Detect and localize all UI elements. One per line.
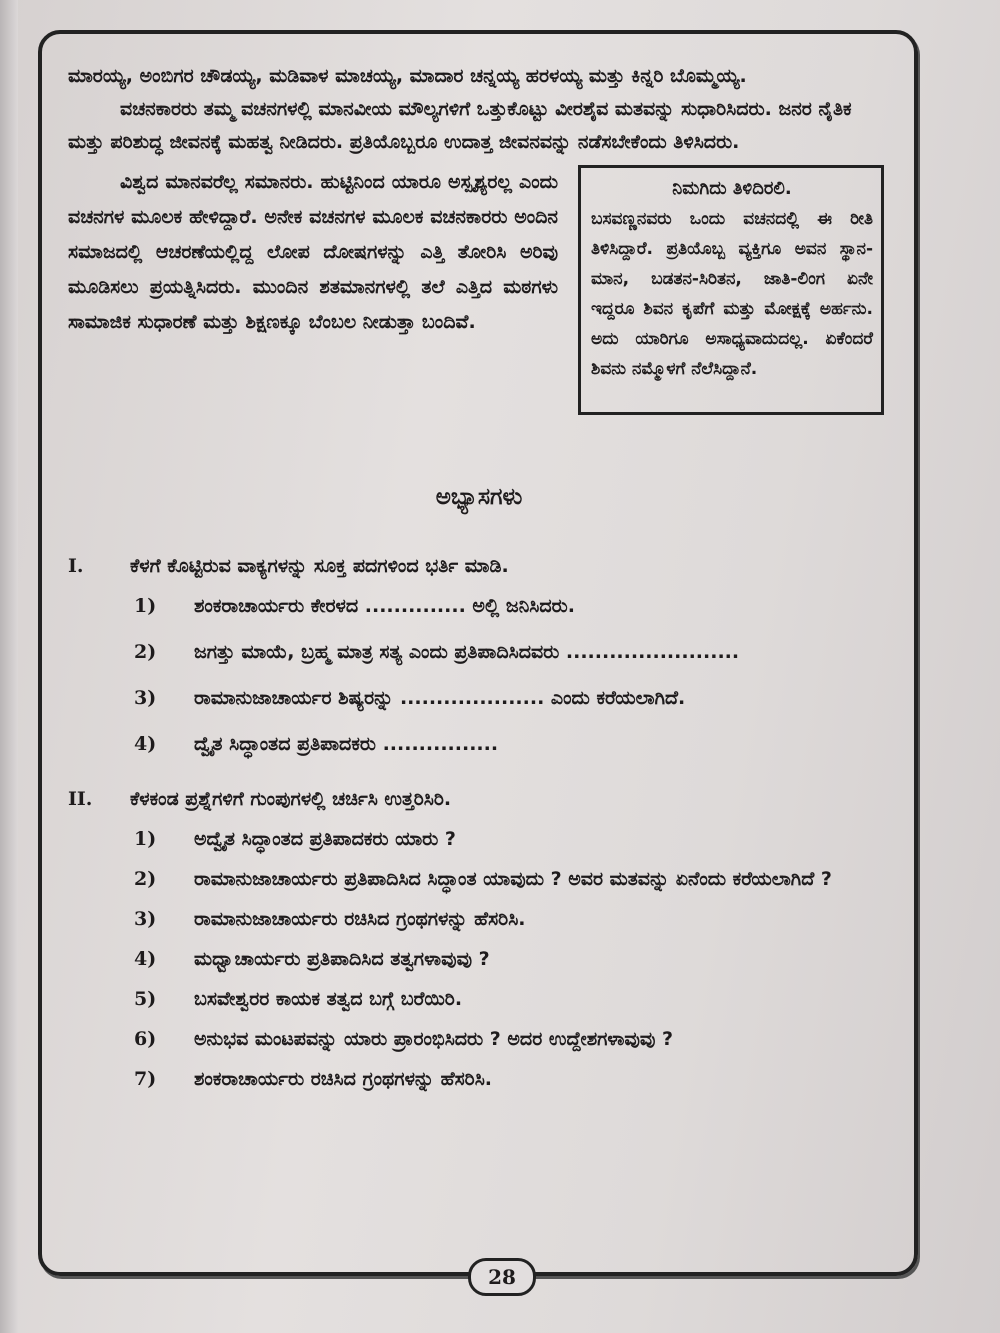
list-item [134,637,890,667]
item-text: ಅದ್ವೈತ ಸಿದ್ಧಾಂತದ ಪ್ರತಿಪಾದಕರು ಯಾರು ? [194,828,456,850]
section-2-number: II. [68,788,93,810]
item-text: ಬಸವೇಶ್ವರರ ಕಾಯಕ ತತ್ವದ ಬಗ್ಗೆ ಬರೆಯಿರಿ. [194,988,463,1010]
exercises-heading: ಅಭ್ಯಾಸಗಳು [435,484,523,510]
item-text: ಮಧ್ವಾಚಾರ್ಯರು ಪ್ರತಿಪಾದಿಸಿದ ತತ್ವಗಳಾವುವು ? [194,948,490,970]
paragraph-vachanakaras: ವಚನಕಾರರು ತಮ್ಮ ವಚನಗಳಲ್ಲಿ ಮಾನವೀಯ ಮೌಲ್ಯಗಳಿಗೆ ಒತ್ತುಕೊಟ್ಟು ವೀರಶೈವ ಮತವನ್ನು ಸುಧಾರಿಸಿದರು. ಜನರ ನೈತಿಕ ಮತ್ತು ಪರಿಶುದ್ಧ ಜೀವನಕ್ಕೆ ಮಹತ್ವ ನೀಡಿದರು. ಪ್ರತಿಯೊಬ್ಬರೂ ಉದಾತ್ತ ಜೀವನವನ್ನು ನಡೆಸಬೇಕೆಂದು ತಿಳಿಸಿದರು. [68,98,852,153]
info-box [578,165,884,415]
list-item [134,1064,890,1094]
item-text: ದ್ವೈತ ಸಿದ್ಧಾಂತದ ಪ್ರತಿಪಾದಕರು ................ [194,733,499,755]
section-2-list [134,824,890,1094]
page-number: 28 [468,1258,536,1296]
item-text: ಶಂಕರಾಚಾರ್ಯರು ರಚಿಸಿದ ಗ್ರಂಥಗಳನ್ನು ಹೆಸರಿಸಿ. [194,1068,493,1090]
item-number: 2) [134,868,157,890]
item-number: 7) [134,1068,157,1090]
item-number: 6) [134,1028,157,1050]
info-box-text: ಬಸವಣ್ಣನವರು ಒಂದು ವಚನದಲ್ಲಿ ಈ ರೀತಿ ತಿಳಿಸಿದ್ದಾರೆ. ಪ್ರತಿಯೊಬ್ಬ ವ್ಯಕ್ತಿಗೂ ಅವನ ಸ್ಥಾನ-ಮಾನ, ಬಡತನ-ಸಿರಿತನ, ಜಾತಿ-ಲಿಂಗ ಏನೇ ಇದ್ದರೂ ಶಿವನ ಕೃಪೆಗೆ ಮತ್ತು ಮೋಕ್ಷಕ್ಕೆ ಅರ್ಹನು. ಅದು ಯಾರಿಗೂ ಅಸಾಧ್ಯವಾದುದಲ್ಲ. ಏಕೆಂದರೆ ಶಿವನು ನಮ್ಮೊಳಗೆ ನೆಲೆಸಿದ್ದಾನೆ. [591,209,873,379]
item-text: ಜಗತ್ತು ಮಾಯೆ, ಬ್ರಹ್ಮ ಮಾತ್ರ ಸತ್ಯ ಎಂದು ಪ್ರತಿಪಾದಿಸಿದವರು ........................ [194,641,740,663]
section-1-list [134,591,890,759]
list-item [134,729,890,759]
section-2-title: ಕೆಳಕಂಡ ಪ್ರಶ್ನೆಗಳಿಗೆ ಗುಂಪುಗಳಲ್ಲಿ ಚರ್ಚಿಸಿ ಉತ್ತರಿಸಿರಿ. [130,788,452,810]
item-text: ರಾಮಾನುಜಾಚಾರ್ಯರ ಶಿಷ್ಯರನ್ನು .................... ಎಂದು ಕರೆಯಲಾಗಿದೆ. [194,687,686,709]
item-number: 4) [134,733,157,755]
list-item [134,591,890,621]
item-number: 2) [134,641,157,663]
section-2-heading [68,783,890,816]
item-number: 5) [134,988,157,1010]
item-number: 3) [134,687,157,709]
item-number: 1) [134,595,157,617]
item-text: ಶಂಕರಾಚಾರ್ಯರು ಕೇರಳದ .............. ಅಲ್ಲಿ ಜನಿಸಿದರು. [194,595,575,617]
info-box-title: ನಿಮಗಿದು ತಿಳಿದಿರಲಿ. [672,178,792,199]
item-text: ರಾಮಾನುಜಾಚಾರ್ಯರು ಪ್ರತಿಪಾದಿಸಿದ ಸಿದ್ಧಾಂತ ಯಾವುದು ? ಅವರ ಮತವನ್ನು ಏನೆಂದು ಕರೆಯಲಾಗಿದೆ ? [194,868,832,890]
section-1-number: I. [68,555,84,577]
page-content [68,60,890,1104]
paragraph-equality: ವಿಶ್ವದ ಮಾನವರೆಲ್ಲ ಸಮಾನರು. ಹುಟ್ಟಿನಿಂದ ಯಾರೂ ಅಸ್ಪೃಶ್ಯರಲ್ಲ ಎಂದು ವಚನಗಳ ಮೂಲಕ ಹೇಳಿದ್ದಾರೆ. ಅನೇಕ ವಚನಗಳ ಮೂಲಕ ವಚನಕಾರರು ಅಂದಿನ ಸಮಾಜದಲ್ಲಿ ಆಚರಣೆಯಲ್ಲಿದ್ದ ಲೋಪ ದೋಷಗಳನ್ನು ಎತ್ತಿ ತೋರಿಸಿ ಅರಿವು ಮೂಡಿಸಲು ಪ್ರಯತ್ನಿಸಿದರು. ಮುಂದಿನ ಶತಮಾನಗಳಲ್ಲಿ ತಲೆ ಎತ್ತಿದ ಮಠಗಳು ಸಾಮಾಜಿಕ ಸುಧಾರಣೆ ಮತ್ತು ಶಿಕ್ಷಣಕ್ಕೂ ಬೆಂಬಲ ನೀಡುತ್ತಾ ಬಂದಿವೆ. [68,171,558,333]
item-text: ರಾಮಾನುಜಾಚಾರ್ಯರು ರಚಿಸಿದ ಗ್ರಂಥಗಳನ್ನು ಹೆಸರಿಸಿ. [194,908,526,930]
list-item [134,984,890,1014]
page-edge [0,0,18,1333]
list-item [134,944,890,974]
item-text: ಅನುಭವ ಮಂಟಪವನ್ನು ಯಾರು ಪ್ರಾರಂಭಿಸಿದರು ? ಅದರ ಉದ್ದೇಶಗಳಾವುವು ? [194,1028,674,1050]
list-item [134,824,890,854]
list-item [134,1024,890,1054]
list-item [134,683,890,713]
list-item [134,864,890,894]
list-item [134,904,890,934]
section-1-title: ಕೆಳಗೆ ಕೊಟ್ಟಿರುವ ವಾಕ್ಯಗಳನ್ನು ಸೂಕ್ತ ಪದಗಳಿಂದ ಭರ್ತಿ ಮಾಡಿ. [130,555,509,577]
section-1-heading [68,550,890,583]
intro-line: ಮಾರಯ್ಯ, ಅಂಬಿಗರ ಚೌಡಯ್ಯ, ಮಡಿವಾಳ ಮಾಚಯ್ಯ, ಮಾದಾರ ಚನ್ನಯ್ಯ ಹರಳಯ್ಯ ಮತ್ತು ಕಿನ್ನರಿ ಬೊಮ್ಮಯ್ಯ. [68,65,747,87]
two-column-section [68,165,890,415]
item-number: 4) [134,948,157,970]
item-number: 3) [134,908,157,930]
item-number: 1) [134,828,157,850]
